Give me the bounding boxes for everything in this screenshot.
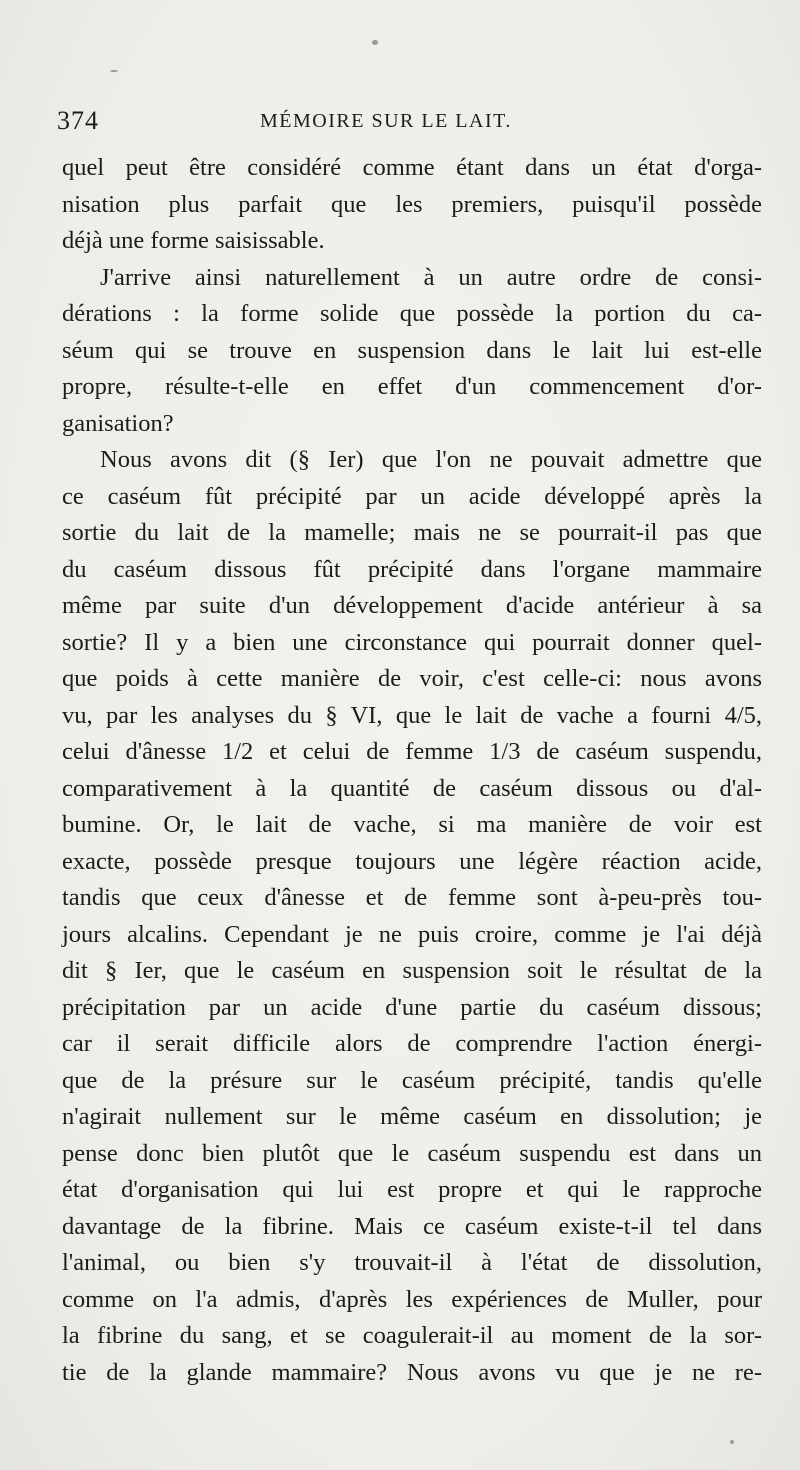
text-line: ce caséum fût précipité par un acide développé après la (62, 482, 762, 510)
running-title: MÉMOIRE SUR LE LAIT. (260, 110, 512, 132)
text-line: celui d'ânesse 1/2 et celui de femme 1/3 de caséum suspendu, (62, 738, 762, 765)
text-line: tie de la glande mammaire? Nous avons vu que je ne re- (62, 1358, 762, 1386)
text-line: bumine. Or, le lait de vache, si ma manière de voir est (62, 811, 762, 838)
text-line: sortie du lait de la mamelle; mais ne se pourrait-il pas que (62, 519, 762, 546)
text-line: séum qui se trouve en suspension dans le lait lui est-elle (62, 336, 762, 364)
text-line: davantage de la fibrine. Mais ce caséum existe-t-il tel dans (62, 1212, 762, 1240)
text-line: du caséum dissous fût précipité dans l'organe mammaire (62, 555, 762, 583)
text-line: n'agirait nullement sur le même caséum en dissolution; je (62, 1103, 762, 1130)
text-line: tandis que ceux d'ânesse et de femme sont à-peu-près tou- (62, 884, 762, 911)
text-line: l'animal, ou bien s'y trouvait-il à l'état de dissolution, (62, 1249, 762, 1276)
ink-speck (110, 70, 118, 72)
text-line: quel peut être considéré comme étant dans un état d'orga- (62, 154, 762, 181)
text-line: Nous avons dit (§ Ier) que l'on ne pouvait admettre que (100, 446, 762, 473)
text-line: état d'organisation qui lui est propre et qui le rapproche (62, 1176, 762, 1203)
text-line: propre, résulte-t-elle en effet d'un commencement d'or- (62, 373, 762, 400)
text-line: que de la présure sur le caséum précipité, tandis qu'elle (62, 1066, 762, 1094)
text-line: précipitation par un acide d'une partie du caséum dissous; (62, 993, 762, 1021)
text-line: déjà une forme saisissable. (62, 227, 325, 254)
page-header (55, 100, 745, 140)
text-line: la fibrine du sang, et se coagulerait-il au moment de la sor- (62, 1322, 762, 1349)
text-line: sortie? Il y a bien une circonstance qui pourrait donner quel- (62, 628, 762, 656)
text-line: dit § Ier, que le caséum en suspension soit le résultat de la (62, 957, 762, 984)
text-line: ganisation? (62, 409, 174, 437)
text-line: nisation plus parfait que les premiers, puisqu'il possède (62, 190, 762, 218)
text-line: même par suite d'un développement d'acide antérieur à sa (62, 592, 762, 619)
ink-speck (730, 1440, 734, 1444)
text-line: J'arrive ainsi naturellement à un autre ordre de consi- (100, 263, 762, 291)
text-line: vu, par les analyses du § VI, que le lait de vache a fourni 4/5, (62, 701, 762, 729)
text-line: car il serait difficile alors de comprendre l'action énergi- (62, 1030, 762, 1057)
ink-speck (372, 40, 378, 45)
page-number: 374 (57, 106, 99, 135)
text-line: comparativement à la quantité de caséum dissous ou d'al- (62, 774, 762, 802)
text-line: pense donc bien plutôt que le caséum suspendu est dans un (62, 1139, 762, 1167)
text-line: jours alcalins. Cependant je ne puis croire, comme je l'ai déjà (62, 920, 762, 948)
body-text (62, 150, 762, 1391)
text-line: dérations : la forme solide que possède la portion du ca- (62, 300, 762, 327)
text-line: exacte, possède presque toujours une légère réaction acide, (62, 847, 762, 875)
text-line: comme on l'a admis, d'après les expériences de Muller, pour (62, 1285, 762, 1313)
text-line: que poids à cette manière de voir, c'est celle-ci: nous avons (62, 665, 762, 692)
